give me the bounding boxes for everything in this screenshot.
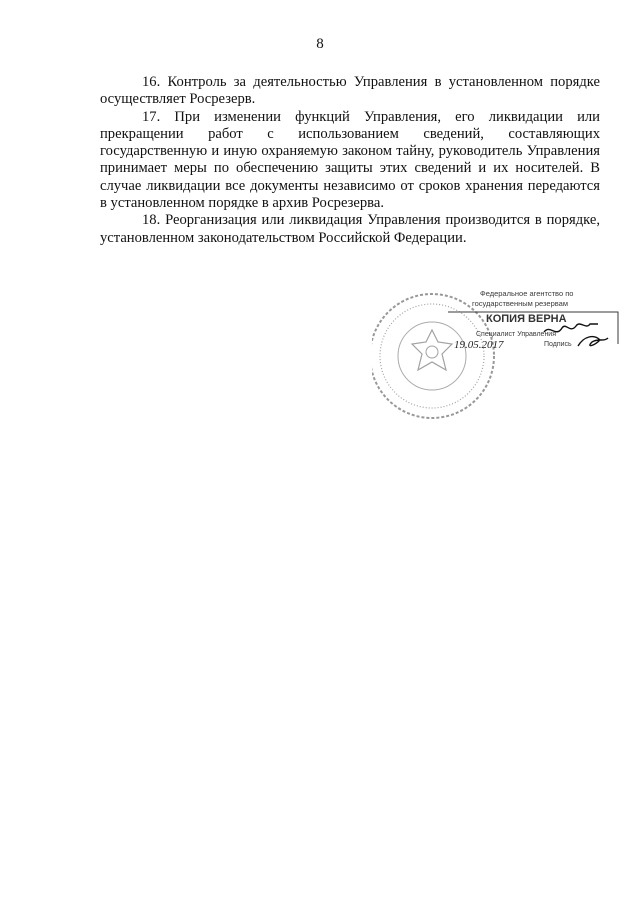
- document-body: [100, 74, 600, 247]
- certification-stamp-area: [372, 284, 632, 434]
- stamp-agency-line2: государственным резервам: [472, 299, 568, 308]
- page-number: 8: [316, 36, 324, 52]
- stamp-title: КОПИЯ ВЕРНА: [486, 313, 567, 325]
- paragraph-16: 16. Контроль за деятельностью Управления в установленном порядке осуществляет Росрезерв.: [100, 74, 600, 108]
- stamp-position: Специалист Управления: [476, 331, 557, 338]
- stamp-agency-line1: Федеральное агентство по: [480, 289, 574, 298]
- paragraph-17: 17. При изменении функций Управления, его ликвидации или прекращении работ с использованием сведений, составляющих государственную и иную охраняемую законом тайну, руководитель Управления принимает меры по обеспечению защиты этих сведений и их носителей. В случае ликвидации все документы независимо от сроков хранения передаются в установленном порядке в архив Росрезерва.: [100, 108, 600, 212]
- handwritten-signature-icon: [544, 324, 598, 332]
- paragraph-18: 18. Реорганизация или ликвидация Управления производится в порядке, установленном законодательством Российской Федерации.: [100, 212, 600, 246]
- stamp-signature-label: Подпись: [544, 341, 572, 348]
- official-seal-icon: [372, 294, 494, 418]
- handwritten-initials-icon: [578, 337, 608, 346]
- stamp-date: 19.05.2017: [454, 339, 504, 351]
